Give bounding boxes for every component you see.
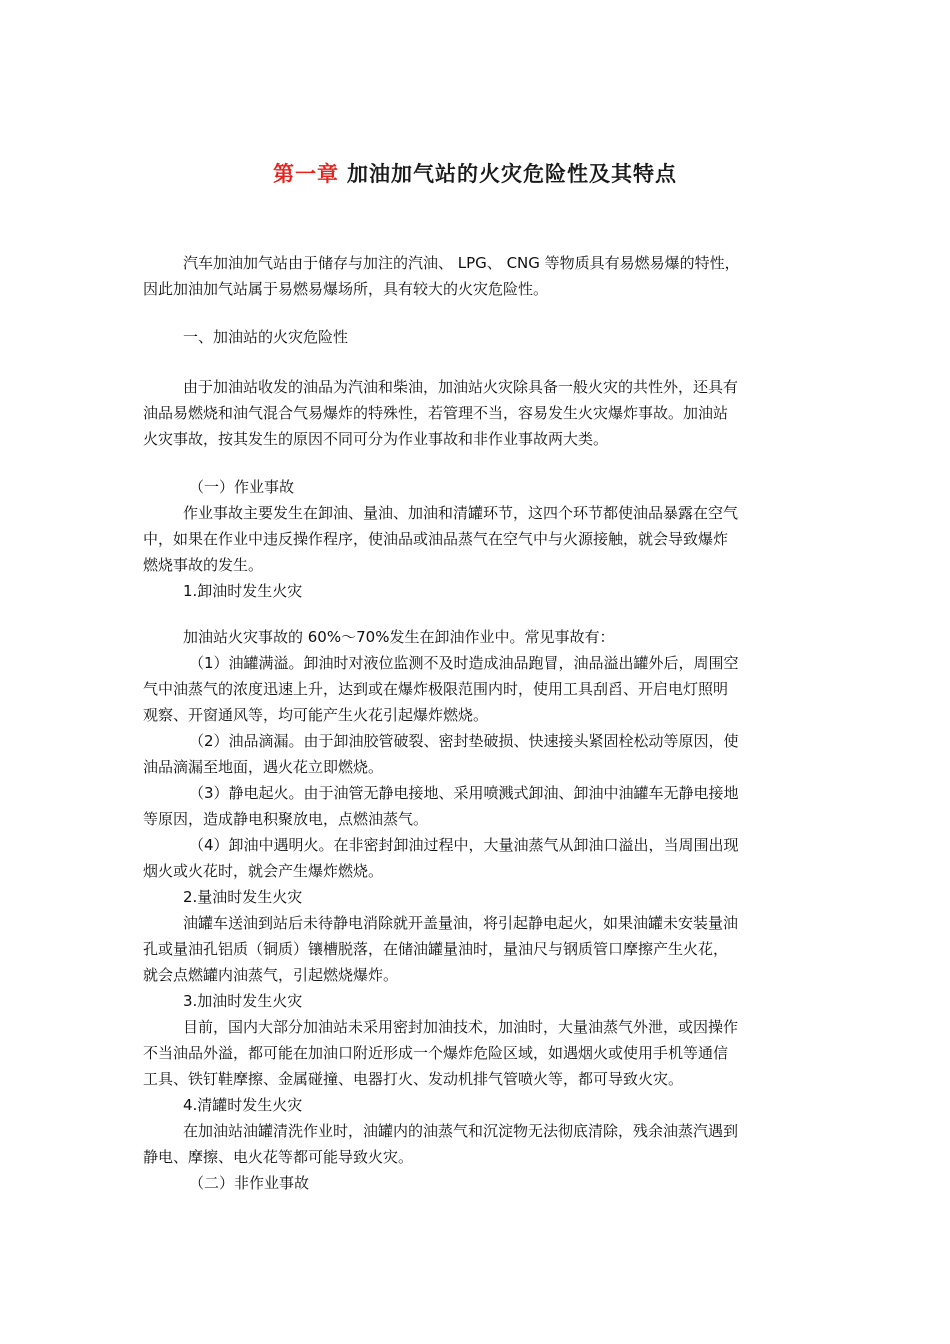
paragraph-line: 就会点燃罐内油蒸气，引起燃烧爆炸。 (143, 966, 399, 984)
paragraph-line: 油品滴漏至地面，遇火花立即燃烧。 (143, 758, 384, 776)
section1-paragraph (143, 374, 809, 452)
paragraph-line: 工具、铁钉鞋摩擦、金属碰撞、电器打火、发动机排气管喷火等，都可导致火灾。 (143, 1070, 684, 1088)
intro-paragraph (143, 250, 809, 302)
paragraph-line: （4）卸油中遇明火。在非密封卸油过程中，大量油蒸气从卸油口溢出，当周围出现 (189, 836, 739, 854)
section-heading-text: 一、加油站的火灾危险性 (183, 328, 349, 346)
subsection-block (143, 474, 809, 604)
paragraph-line: 不当油品外溢，都可能在加油口附近形成一个爆炸危险区域，如遇烟火或使用手机等通信 (143, 1044, 729, 1062)
paragraph-line: 油罐车送油到站后未待静电消除就开盖量油，将引起静电起火，如果油罐未安装量油 (183, 914, 739, 932)
paragraph-line: （3）静电起火。由于油管无静电接地、采用喷溅式卸油、卸油中油罐车无静电接地 (189, 784, 739, 802)
paragraph-line: 作业事故主要发生在卸油、量油、加油和清罐环节，这四个环节都使油品暴露在空气 (183, 504, 739, 522)
subsection-block (143, 1170, 809, 1196)
paragraph-line: 汽车加油加气站由于储存与加注的汽油、 LPG、 CNG 等物质具有易燃易爆的特性， (183, 254, 740, 272)
item-heading: 3.加油时发生火灾 (183, 992, 303, 1010)
paragraph-line: 观察、开窗通风等，均可能产生火花引起爆炸燃烧。 (143, 706, 489, 724)
paragraph-line: 静电、摩擦、电火花等都可能导致火灾。 (143, 1148, 414, 1166)
paragraph-line: 气中油蒸气的浓度迅速上升，达到或在爆炸极限范围内时，使用工具刮舀、开启电灯照明 (143, 680, 729, 698)
paragraph-line: 等原因，造成静电积聚放电，点燃油蒸气。 (143, 810, 429, 828)
item-heading: 1.卸油时发生火灾 (183, 582, 303, 600)
paragraph-line: （1）油罐满溢。卸油时对液位监测不及时造成油品跑冒，油品溢出罐外后，周围空 (189, 654, 739, 672)
paragraph-line: 在加油站油罐清洗作业时，油罐内的油蒸气和沉淀物无法彻底清除，残余油蒸汽遇到 (183, 1122, 739, 1140)
section-heading (143, 324, 809, 350)
paragraph-line: 燃烧事故的发生。 (143, 556, 264, 574)
paragraph-line: 由于加油站收发的油品为汽油和柴油，加油站火灾除具备一般火灾的共性外，还具有 (183, 378, 739, 396)
paragraph-line: （2）油品滴漏。由于卸油胶管破裂、密封垫破损、快速接头紧固栓松动等原因，使 (189, 732, 739, 750)
chapter-title-text: 加油加气站的火灾危险性及其特点 (347, 162, 677, 186)
item-heading: 4.清罐时发生火灾 (183, 1096, 303, 1114)
chapter-title (0, 158, 950, 188)
paragraph-line: 目前，国内大部分加油站未采用密封加油技术，加油时，大量油蒸气外泄，或因操作 (183, 1018, 739, 1036)
paragraph-line: 中，如果在作业中违反操作程序，使油品或油品蒸气在空气中与火源接触，就会导致爆炸 (143, 530, 729, 548)
paragraph-line: 因此加油加气站属于易燃易爆场所，具有较大的火灾危险性。 (143, 280, 549, 298)
paragraph-line: 油品易燃烧和油气混合气易爆炸的特殊性，若管理不当，容易发生火灾爆炸事故。加油站 (143, 404, 729, 422)
paragraph-line: 加油站火灾事故的 60%～70%发生在卸油作业中。常见事故有： (183, 628, 615, 646)
subsection-heading: （二）非作业事故 (189, 1174, 310, 1192)
paragraph-line: 火灾事故，按其发生的原因不同可分为作业事故和非作业事故两大类。 (143, 430, 609, 448)
paragraph-line: 烟火或火花时，就会产生爆炸燃烧。 (143, 862, 384, 880)
subsection-heading: （一）作业事故 (189, 478, 295, 496)
paragraph-line: 孔或量油孔铝质（铜质）镶槽脱落，在储油罐量油时，量油尺与钢质管口摩擦产生火花， (143, 940, 729, 958)
item1-block (143, 624, 809, 1170)
item-heading: 2.量油时发生火灾 (183, 888, 303, 906)
chapter-number: 第一章 (273, 162, 339, 186)
